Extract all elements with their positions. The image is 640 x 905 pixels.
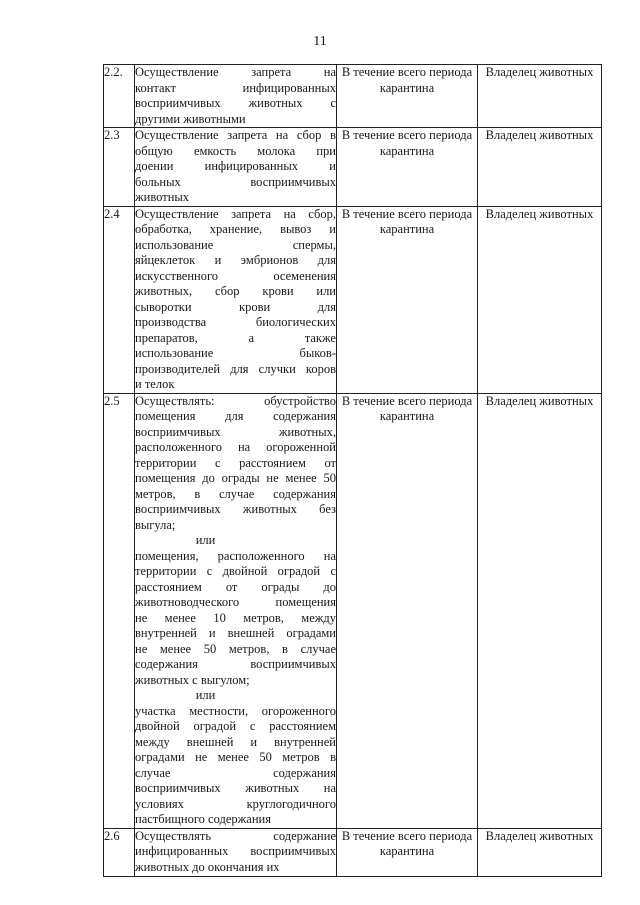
responsible-party: Владелец животных — [478, 393, 602, 828]
description-line: помещения, расположенного на — [135, 548, 336, 563]
description-line: яйцеклеток и эмбрионов для — [135, 253, 336, 267]
table-row — [104, 828, 602, 876]
description-line: использование спермы, — [135, 237, 336, 252]
description-line: инфицированных восприимчивых — [135, 844, 336, 858]
row-number: 2.5 — [104, 393, 135, 828]
measure-description — [135, 393, 337, 828]
description-line: пастбищного содержания — [135, 812, 271, 826]
table-row — [104, 393, 602, 828]
measure-term: В течение всего периода карантина — [337, 65, 478, 128]
description-line: не менее 10 метров, между — [135, 610, 336, 625]
description-line: Осуществление запрета на сбор в — [135, 128, 336, 142]
description-line: производителей для случки коров — [135, 361, 336, 376]
description-line: восприимчивых животных с — [135, 96, 336, 110]
description-line: и телок — [135, 377, 175, 391]
description-line: обработка, хранение, вывоз и — [135, 222, 336, 236]
description-line: внутренней и внешней оградами — [135, 626, 336, 640]
description-line: условиях круглогодичного — [135, 796, 336, 811]
description-line: оградами не менее 50 метров в — [135, 750, 336, 764]
description-line: помещения для содержания — [135, 409, 336, 423]
measure-term: В течение всего периода карантина — [337, 128, 478, 207]
description-line: животных до окончания их — [135, 859, 280, 874]
row-number: 2.3 — [104, 128, 135, 207]
table-row — [104, 206, 602, 393]
description-line: территории с двойной оградой с — [135, 564, 336, 578]
measure-term: В течение всего периода карантина — [337, 206, 478, 393]
description-line: между внешней и внутренней — [135, 734, 336, 749]
measure-description — [135, 828, 337, 876]
description-line: расположенного на огороженной — [135, 440, 336, 454]
measure-description — [135, 65, 337, 128]
description-line: территории с расстоянием от — [135, 455, 336, 470]
description-line: восприимчивых животных на — [135, 781, 336, 795]
description-line: производства биологических — [135, 315, 336, 329]
description-line: содержания восприимчивых — [135, 657, 336, 671]
description-line: доении инфицированных и — [135, 159, 336, 173]
description-line: восприимчивых животных без — [135, 502, 336, 516]
responsible-party: Владелец животных — [478, 65, 602, 128]
description-line: Осуществление запрета на сбор, — [135, 206, 336, 221]
description-line: Осуществлять: обустройство — [135, 393, 336, 408]
description-line: препаратов, а также — [135, 330, 336, 345]
measures-table-body — [104, 65, 602, 877]
description-line: участка местности, огороженного — [135, 703, 336, 718]
description-line: двойной оградой с расстоянием — [135, 719, 336, 733]
description-line: животных — [135, 190, 190, 204]
description-line: помещения до ограды не менее 50 — [135, 471, 336, 485]
description-line: сыворотки крови для — [135, 299, 336, 314]
description-line: больных восприимчивых — [135, 174, 336, 189]
description-line: Осуществлять содержание — [135, 828, 336, 843]
description-line: общую емкость молока при — [135, 143, 336, 158]
row-number: 2.2. — [104, 65, 135, 128]
description-line: или — [195, 688, 216, 702]
responsible-party: Владелец животных — [478, 206, 602, 393]
responsible-party: Владелец животных — [478, 128, 602, 207]
measure-description — [135, 128, 337, 207]
description-line: случае содержания — [135, 765, 336, 780]
description-line: контакт инфицированных — [135, 80, 336, 95]
responsible-party: Владелец животных — [478, 828, 602, 876]
description-line: животноводческого помещения — [135, 595, 336, 609]
row-number: 2.4 — [104, 206, 135, 393]
page-number: 11 — [313, 34, 327, 49]
description-line: искусственного осеменения — [135, 268, 336, 283]
description-line: метров, в случае содержания — [135, 486, 336, 501]
measure-description — [135, 206, 337, 393]
table-row — [104, 65, 602, 128]
row-number: 2.6 — [104, 828, 135, 876]
description-line: животных с выгулом; — [135, 672, 250, 687]
measure-term: В течение всего периода карантина — [337, 828, 478, 876]
measures-table — [103, 64, 602, 877]
measure-term: В течение всего периода карантина — [337, 393, 478, 828]
table-row — [104, 128, 602, 207]
description-line: восприимчивых животных, — [135, 424, 336, 439]
description-line: или — [195, 533, 216, 547]
description-line: другими животными — [135, 111, 246, 126]
description-line: выгула; — [135, 517, 176, 532]
description-line: Осуществление запрета на — [135, 65, 336, 79]
description-line: расстоянием от ограды до — [135, 579, 336, 594]
description-line: не менее 50 метров, в случае — [135, 641, 336, 656]
description-line: животных, сбор крови или — [135, 284, 336, 298]
description-line: использование быков- — [135, 346, 336, 360]
